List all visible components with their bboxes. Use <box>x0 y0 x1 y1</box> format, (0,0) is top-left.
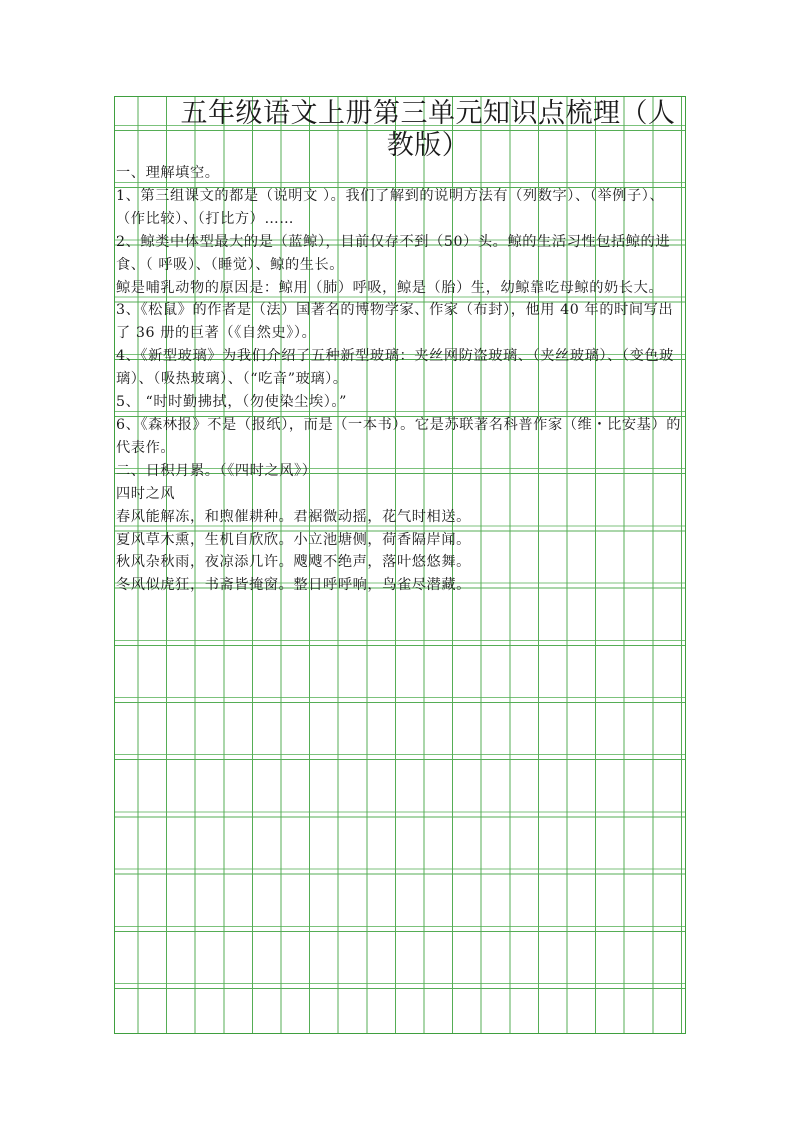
section-heading-accumulation: 二、日积月累。（《四时之风》） <box>116 462 317 479</box>
question-2-continued: 鲸是哺乳动物的原因是：鲸用（肺）呼吸，鲸是（胎）生，幼鲸靠吃母鲸的奶长大。 <box>116 279 664 296</box>
document-text <box>116 162 684 597</box>
poem-line-summer: 夏风草木熏，生机自欣欣。小立池塘侧，荷香隔岸闻。 <box>116 531 471 548</box>
question-6: 6、《森林报》不是（报纸），而是（一本书）。它是苏联著名科普作家（维・比安基）的代表作。 <box>116 416 682 456</box>
poem-line-autumn: 秋风杂秋雨，夜凉添几许。飕飕不绝声，落叶悠悠舞。 <box>116 554 471 571</box>
poem-line-spring: 春风能解冻，和煦催耕种。君裾微动摇，花气时相送。 <box>116 508 471 525</box>
poem-title: 四时之风 <box>116 485 176 502</box>
section-heading-fill-blanks: 一、理解填空。 <box>116 165 220 181</box>
poem-line-winter: 冬风似虎狂，书斋皆掩窗。整日呼呼响，鸟雀尽潜藏。 <box>116 577 471 594</box>
question-2: 2、鲸类中体型最大的是（蓝鲸），目前仅存不到（50）头。鲸的生活习性包括鲸的进食、（ 呼吸）、（睡觉）、鲸的生长。 <box>116 233 671 273</box>
document-title: 五年级语文上册第三单元知识点梳理（人教版） <box>180 98 676 161</box>
question-3: 3、《松鼠》的作者是（法）国著名的博物学家、作家（布封），他用 40 年的时间写出了 36 册的巨著（《自然史》）。 <box>116 302 674 342</box>
question-5: 5、 “时时勤拂拭，（勿使染尘埃）。” <box>116 394 347 411</box>
question-4: 4、《新型玻璃》为我们介绍了五种新型玻璃：夹丝网防盗玻璃、（夹丝玻璃）、（变色玻璃）、（吸热玻璃）、（“吃音”玻璃）。 <box>116 348 674 388</box>
question-1: 1、第三组课文的都是（说明文 ）。我们了解到的说明方法有（列数字）、（举例子）、（作比较）、（打比方）…… <box>116 187 665 227</box>
document-body <box>116 98 684 597</box>
